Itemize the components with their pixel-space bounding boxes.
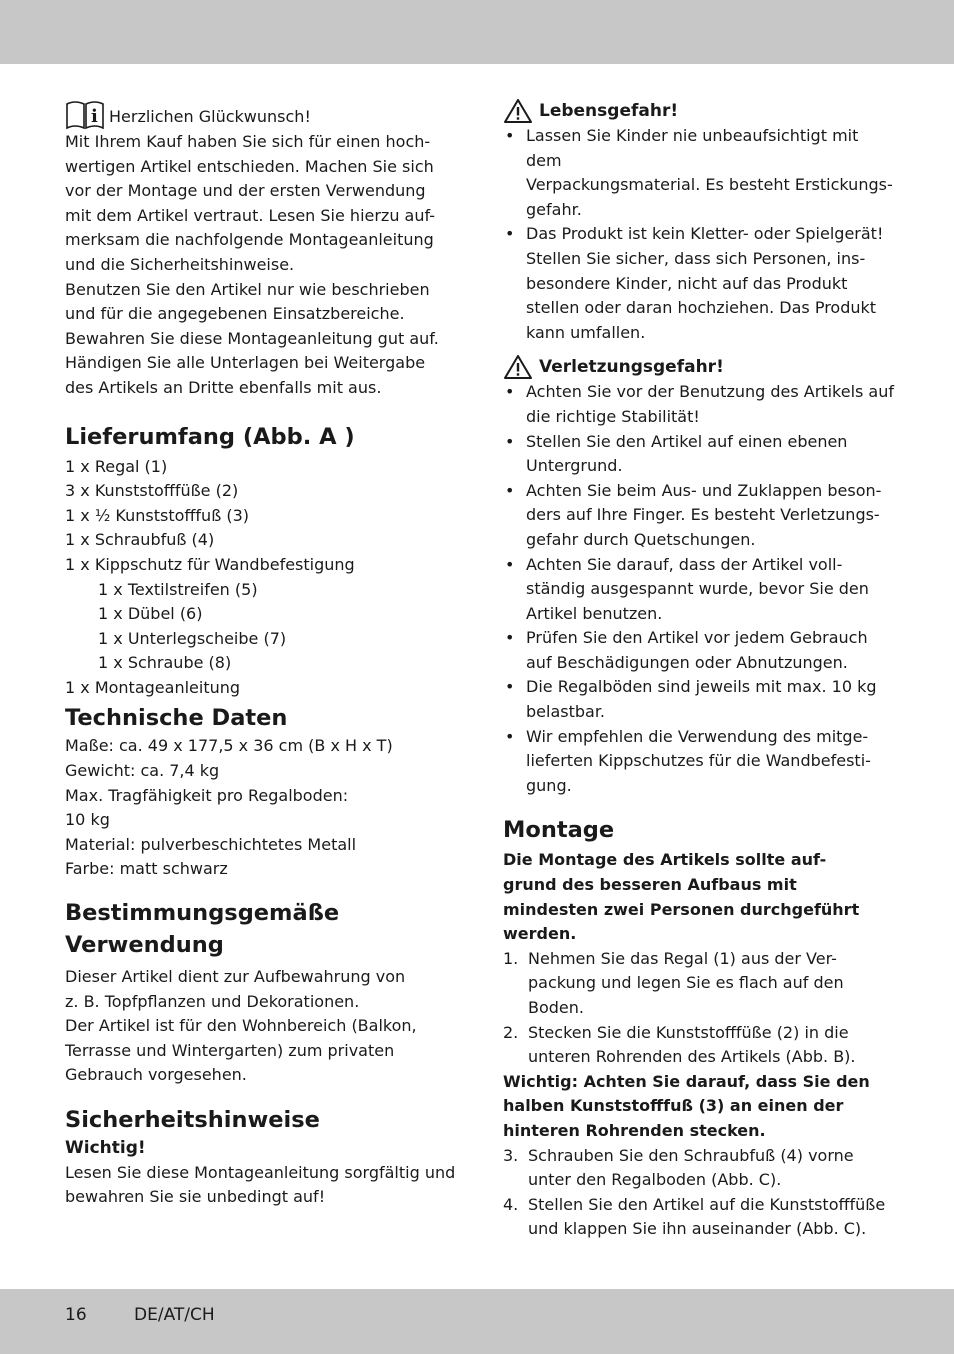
- list-sub-item: 1 x Unterlegscheibe (7): [98, 628, 287, 648]
- list-item: [503, 430, 895, 479]
- item-line: Lassen Sie Kinder nie unbeaufsichtigt mit dem: [526, 126, 859, 170]
- bestimmung-line: z. B. Topfpflanzen und Dekorationen.: [65, 991, 360, 1011]
- spec-line: 10 kg: [65, 810, 110, 830]
- right-column: [503, 98, 895, 1242]
- step-line: und klappen Sie ihn auseinander (Abb. C).: [528, 1219, 867, 1239]
- item-line: Prüfen Sie den Artikel vor jedem Gebrauch: [526, 628, 868, 648]
- sicherheit-heading: Sicherheitshinweise: [65, 1107, 320, 1133]
- verletzung-list: [503, 380, 895, 798]
- step-number: 1.: [503, 948, 519, 968]
- lieferumfang-heading: Lieferumfang (Abb. A ): [65, 423, 355, 450]
- step-line: Boden.: [528, 998, 584, 1017]
- item-line: Untergrund.: [526, 456, 623, 476]
- step-line: Nehmen Sie das Regal (1) aus der Ver-: [528, 948, 837, 968]
- footer: [65, 1304, 215, 1326]
- item-line: die richtige Stabilität!: [526, 406, 700, 426]
- verletzung-heading: Verletzungsgefahr!: [539, 357, 724, 378]
- item-line: gefahr.: [526, 199, 582, 219]
- bestimmung-line: Terrasse und Wintergarten) zum privaten: [65, 1040, 395, 1060]
- item-line: besondere Kinder, nicht auf das Produkt: [526, 273, 848, 293]
- intro-line: vor der Montage und der ersten Verwendung: [65, 181, 426, 201]
- warning-triangle-icon: [503, 354, 533, 380]
- item-line: Artikel benutzen.: [526, 603, 663, 623]
- step-item: [503, 1021, 895, 1070]
- list-item: [503, 124, 895, 222]
- montage-intro-line: grund des besseren Aufbaus mit: [503, 875, 797, 895]
- sicherheit-subheading: Wichtig!: [65, 1138, 146, 1158]
- step-line: Stellen Sie den Artikel auf die Kunststofffüße: [528, 1194, 886, 1214]
- list-sub-item: 1 x Textilstreifen (5): [98, 579, 258, 599]
- montage-steps-a: [503, 947, 895, 1070]
- technische-list: [65, 734, 457, 882]
- step-item: [503, 1193, 895, 1242]
- montage-note: [503, 1070, 895, 1144]
- intro-line: des Artikels an Dritte ebenfalls mit aus.: [65, 377, 382, 397]
- step-number: 3.: [503, 1145, 519, 1165]
- list-item: [503, 725, 895, 799]
- list-item: 1 x Regal (1): [65, 456, 168, 476]
- bestimmung-heading-line-2: Verwendung: [65, 932, 224, 959]
- list-sub-item: 1 x Dübel (6): [98, 604, 203, 624]
- manual-info-icon: [65, 98, 105, 130]
- header-band: [0, 0, 954, 64]
- lebensgefahr-list: [503, 124, 895, 345]
- step-item: [503, 1144, 895, 1193]
- page-number: 16: [65, 1305, 87, 1325]
- spec-line: Gewicht: ca. 7,4 kg: [65, 761, 220, 781]
- list-item: [503, 380, 895, 429]
- montage-intro: [503, 848, 895, 946]
- montage-intro-line: werden.: [503, 924, 577, 944]
- item-line: Achten Sie darauf, dass der Artikel voll-: [526, 554, 843, 574]
- item-line: Stellen Sie den Artikel auf einen ebenen: [526, 431, 848, 451]
- spec-line: Material: pulverbeschichtetes Metall: [65, 834, 357, 854]
- list-item: [503, 626, 895, 675]
- intro-line: wertigen Artikel entschieden. Machen Sie sich: [65, 156, 434, 176]
- svg-text:i: i: [91, 106, 98, 127]
- spec-line: Farbe: matt schwarz: [65, 859, 228, 879]
- intro-line: und die Sicherheitshinweise.: [65, 254, 295, 274]
- list-sub-item: 1 x Schraube (8): [98, 653, 232, 673]
- list-item: 3 x Kunststofffüße (2): [65, 481, 239, 501]
- intro-text: [65, 130, 457, 401]
- item-line: Achten Sie vor der Benutzung des Artikels auf: [526, 382, 895, 402]
- step-line: packung und legen Sie es flach auf den: [528, 973, 844, 993]
- montage-heading: Montage: [503, 817, 615, 844]
- lieferumfang-list: [65, 455, 457, 701]
- bestimmung-line: Gebrauch vorgesehen.: [65, 1065, 247, 1085]
- list-item: 1 x ½ Kunststofffuß (3): [65, 505, 250, 525]
- spec-line: Maße: ca. 49 x 177,5 x 36 cm (B x H x T): [65, 736, 393, 756]
- step-line: unter den Regalboden (Abb. C).: [528, 1170, 782, 1190]
- intro-line: Mit Ihrem Kauf haben Sie sich für einen hoch-: [65, 132, 431, 151]
- intro-line: Bewahren Sie diese Montageanleitung gut auf.: [65, 328, 439, 348]
- montage-intro-line: mindesten zwei Personen durchgeführt: [503, 899, 860, 919]
- spec-line: Max. Tragfähigkeit pro Regalboden:: [65, 785, 349, 805]
- step-line: Schrauben Sie den Schraubfuß (4) vorne: [528, 1145, 854, 1165]
- item-line: Wir empfehlen die Verwendung des mitge-: [526, 726, 869, 746]
- language-code: DE/AT/CH: [134, 1305, 215, 1325]
- step-line: Stecken Sie die Kunststofffüße (2) in die: [528, 1022, 849, 1042]
- item-line: belastbar.: [526, 702, 606, 722]
- list-item: [503, 553, 895, 627]
- item-line: ständig ausgespannt wurde, bevor Sie den: [526, 579, 869, 599]
- list-item: 1 x Schraubfuß (4): [65, 530, 215, 550]
- bestimmung-heading: [65, 897, 457, 961]
- intro-line: und für die angegebenen Einsatzbereiche.: [65, 304, 405, 324]
- lebensgefahr-heading-row: [503, 98, 895, 124]
- montage-note-line: hinteren Rohrenden stecken.: [503, 1120, 766, 1140]
- bestimmung-text: [65, 965, 457, 1088]
- item-line: gung.: [526, 775, 572, 795]
- item-line: Verpackungsmaterial. Es besteht Erstickungs-: [526, 175, 893, 195]
- item-line: stellen oder daran hochziehen. Das Produkt: [526, 298, 877, 318]
- intro-line: Benutzen Sie den Artikel nur wie beschrieben: [65, 279, 430, 299]
- intro-line: mit dem Artikel vertraut. Lesen Sie hierzu auf-: [65, 205, 436, 225]
- bestimmung-line: Der Artikel ist für den Wohnbereich (Balkon,: [65, 1016, 417, 1036]
- intro-title: Herzlichen Glückwunsch!: [109, 107, 311, 127]
- item-line: Die Regalböden sind jeweils mit max. 10 kg: [526, 677, 877, 697]
- list-item: 1 x Montageanleitung: [65, 677, 241, 697]
- item-line: Achten Sie beim Aus- und Zuklappen beson-: [526, 480, 882, 500]
- technische-heading: Technische Daten: [65, 705, 288, 732]
- list-item: 1 x Kippschutz für Wandbefestigung: [65, 554, 355, 574]
- bestimmung-line: Dieser Artikel dient zur Aufbewahrung von: [65, 967, 406, 987]
- item-line: lieferten Kippschutzes für die Wandbefesti-: [526, 751, 871, 771]
- step-line: unteren Rohrenden des Artikels (Abb. B).: [528, 1047, 856, 1067]
- intro-title-row: [65, 98, 457, 130]
- intro-line: Händigen Sie alle Unterlagen bei Weitergabe: [65, 353, 426, 373]
- warning-triangle-icon: [503, 98, 533, 124]
- item-line: ders auf Ihre Finger. Es besteht Verletzungs-: [526, 505, 880, 525]
- montage-note-line: Wichtig: Achten Sie darauf, dass Sie den: [503, 1071, 870, 1091]
- step-number: 2.: [503, 1022, 519, 1042]
- montage-steps-b: [503, 1144, 895, 1242]
- list-item: [503, 479, 895, 553]
- bestimmung-heading-line-1: Bestimmungsgemäße: [65, 900, 340, 927]
- item-line: kann umfallen.: [526, 322, 646, 342]
- step-item: [503, 947, 895, 1021]
- list-item: [503, 675, 895, 724]
- intro-line: merksam die nachfolgende Montageanleitung: [65, 230, 434, 250]
- list-item: [503, 222, 895, 345]
- item-line: Das Produkt ist kein Kletter- oder Spielgerät!: [526, 224, 884, 244]
- item-line: gefahr durch Quetschungen.: [526, 529, 756, 549]
- montage-note-line: halben Kunststofffuß (3) an einen der: [503, 1096, 844, 1116]
- item-line: Stellen Sie sicher, dass sich Personen, ins-: [526, 248, 866, 268]
- left-column: [65, 98, 457, 1210]
- item-line: auf Beschädigungen oder Abnutzungen.: [526, 652, 848, 672]
- sicherheit-line: bewahren Sie sie unbedingt auf!: [65, 1187, 326, 1207]
- verletzung-heading-row: [503, 354, 895, 380]
- montage-intro-line: Die Montage des Artikels sollte auf-: [503, 850, 827, 870]
- step-number: 4.: [503, 1194, 519, 1214]
- lebensgefahr-heading: Lebensgefahr!: [539, 100, 679, 121]
- sicherheit-line: Lesen Sie diese Montageanleitung sorgfältig und: [65, 1162, 456, 1182]
